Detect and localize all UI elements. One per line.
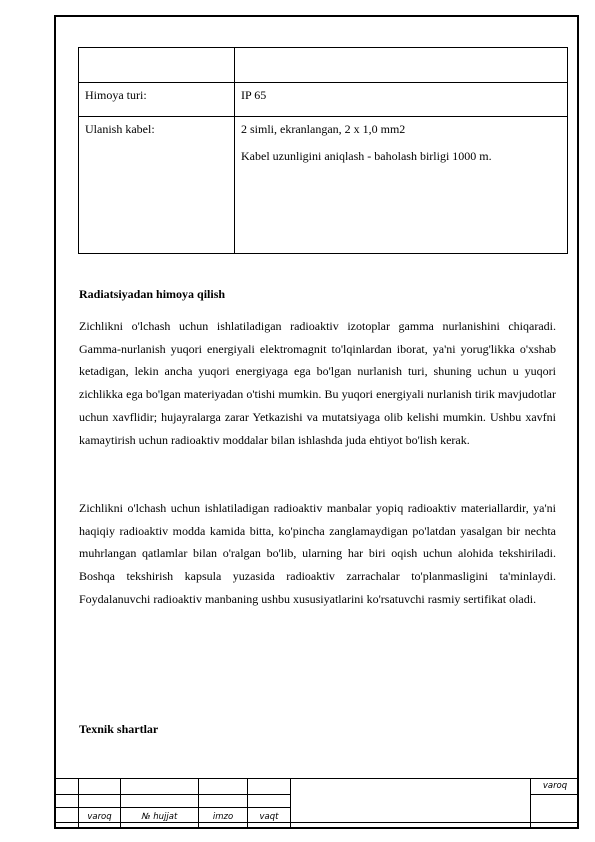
cable-value [235,117,568,254]
paragraph: Zichlikni o'lchash uchun ishlatiladigan radioaktiv izotoplar gamma nurlanishini chiqaradi. Gamma-nurlanish yuqori energiyali elektromagnit to'lqinlardan iborat, ya'ni yorug'likka o'xshab ketadigan, lekin ancha yuqori energiyaga ega bo'lgan nurlanish turi, shuning uchun u yuqori zichlikka ega bo'lgan materiyadan o'tishi mumkin. Bu yuqori energiyali nurlanish tirik mavjudotlar uchun xavflidir; hujayralarga zarar Yetkazishi va mutatsiyaga olib kelishi mumkin. Ushbu xavfni kamaytirish uchun radioaktiv moddalar bilan ishlashda juda ehtiyot bo'lish kerak. [79,319,556,447]
value-line: 2 simli, ekranlangan, 2 x 1,0 mm2 [241,122,406,136]
table-cell [79,48,235,83]
spec-table [78,47,568,254]
section-heading-radiation: Radiatsiyadan himoya qilish [79,287,226,301]
protection-type-value [235,83,568,117]
paragraph: Zichlikni o'lchash uchun ishlatiladigan radioaktiv manbalar yopiq radioaktiv materiallardir, ya'ni haqiqiy radioaktiv modda kamida bitta, ko'pincha zanglamaydigan po'latdan yasalgan bir nechta muhrlangan qatlamlar bilan o'ralgan bo'lib, ularning har biri oqish uchun alohida tekshiriladi. Boshqa tekshirish kapsula yuzasida radioaktiv zarrachalar to'planmasligini ta'minlaydi. Foydalanuvchi radioaktiv manbaning ushbu xususiyatlarini ko'rsatuvchi rasmiy sertifikat oladi. [79,501,556,606]
value-line: Kabel uzunligini aniqlash - baholash birligi 1000 m. [241,149,492,163]
col-document-number-label: № hujjat [141,812,178,822]
table-row [79,48,568,83]
col-varoq-label: varoq [87,812,112,822]
sheet-label: varoq [542,781,568,791]
col-signature-label: imzo [212,812,234,822]
col-date-label: vaqt [259,812,279,822]
protection-type-label: Himoya turi: [79,83,235,117]
section-heading-technical: Texnik shartlar [79,722,159,736]
title-block [54,778,579,829]
cable-label: Ulanish kabel: [79,117,235,254]
table-row [79,83,568,117]
value-line: IP 65 [241,88,267,102]
table-row [79,117,568,254]
table-cell [235,48,568,83]
